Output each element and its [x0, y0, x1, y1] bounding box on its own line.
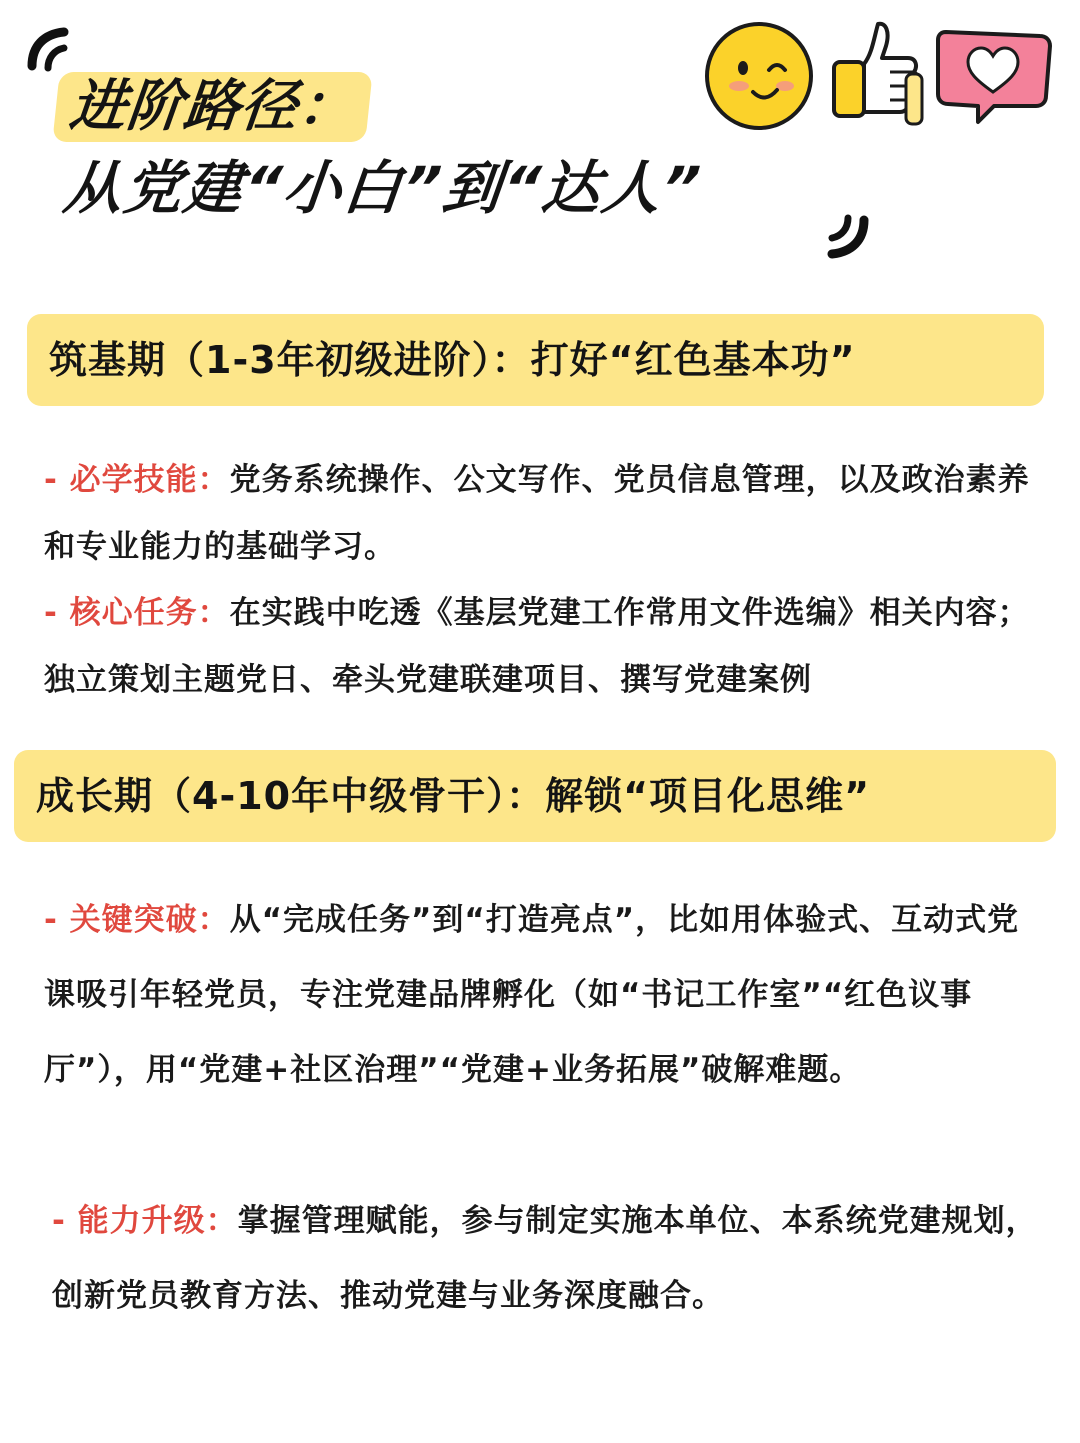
- swoosh-mark-top-left: [24, 26, 70, 72]
- page-title-line-1: 进阶路径：: [52, 72, 372, 142]
- bullet-required-skills: [44, 447, 1034, 581]
- swoosh-mark-bottom-right: [826, 214, 872, 260]
- winking-face-icon: [703, 20, 815, 132]
- section-heading-growth: 成长期（4-10年中级骨干）：解锁“项目化思维”: [14, 750, 1056, 842]
- bullet-text: 在实践中吃透《基层党建工作常用文件选编》相关内容；独立策划主题党日、牵头党建联建项目、撰写党建案例: [44, 595, 1030, 698]
- bullet-label: - 能力升级：: [52, 1203, 238, 1239]
- bullet-label: - 核心任务：: [44, 595, 230, 631]
- page-title-line-2: 从党建“小白”到“达人”: [60, 154, 705, 222]
- bullet-text: 掌握管理赋能，参与制定实施本单位、本系统党建规划，创新党员教育方法、推动党建与业务深度融合。: [52, 1203, 1038, 1314]
- thumbs-up-icon: [820, 14, 930, 129]
- bullet-label: - 必学技能：: [44, 462, 230, 498]
- bullet-text: 党务系统操作、公文写作、党员信息管理，以及政治素养和专业能力的基础学习。: [44, 462, 1030, 565]
- bullet-key-breakthrough: [44, 883, 1034, 1108]
- heart-bubble-icon: [932, 26, 1054, 126]
- bullet-core-tasks: [44, 580, 1034, 714]
- bullet-text: 从“完成任务”到“打造亮点”，比如用体验式、互动式党课吸引年轻党员，专注党建品牌孵化（如“书记工作室”“红色议事厅”），用“党建+社区治理”“党建+业务拓展”破解难题。: [44, 902, 1020, 1088]
- bullet-label: - 关键突破：: [44, 902, 230, 938]
- section-heading-foundation: 筑基期（1-3年初级进阶）：打好“红色基本功”: [27, 314, 1044, 406]
- bullet-ability-upgrade: [52, 1184, 1042, 1334]
